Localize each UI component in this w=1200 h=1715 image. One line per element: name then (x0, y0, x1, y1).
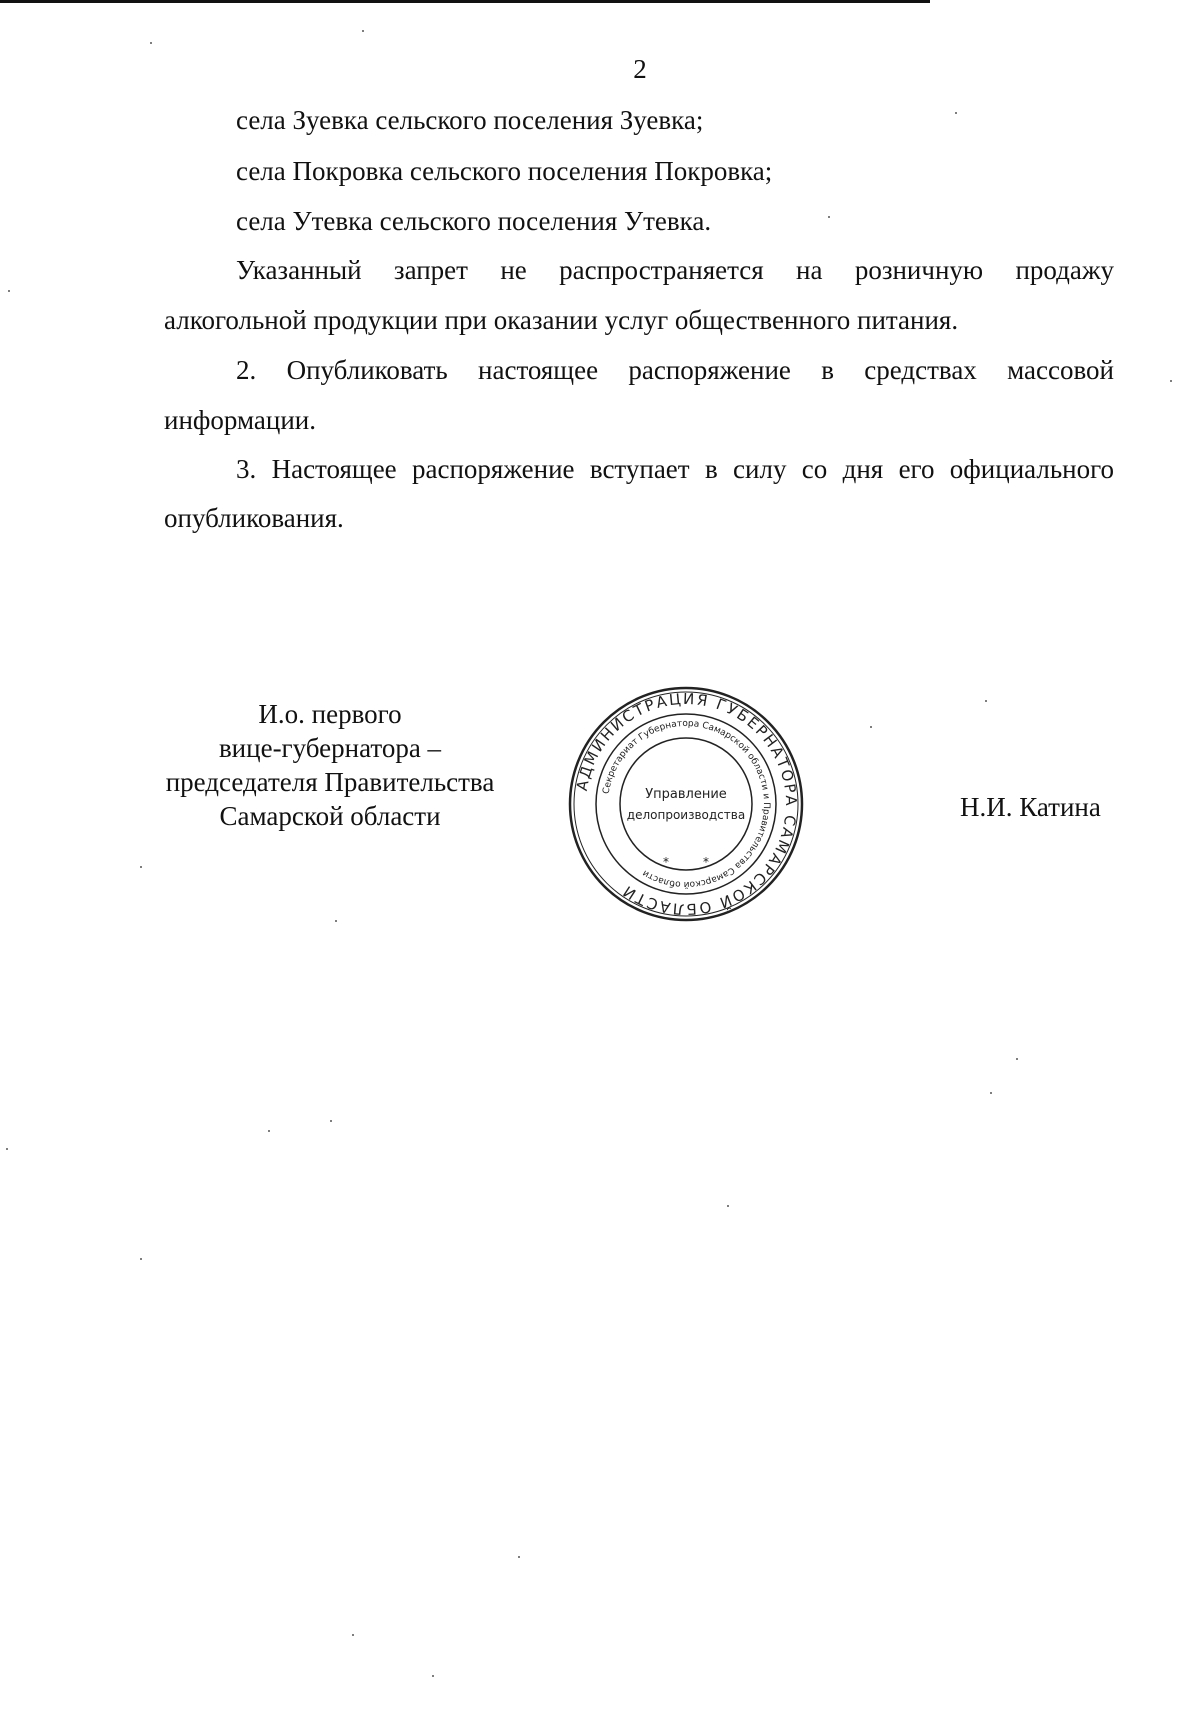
official-stamp (566, 684, 806, 924)
scan-speck (6, 1148, 8, 1150)
signatory-name: Н.И. Катина (960, 792, 1101, 822)
top-scan-edge (0, 0, 930, 3)
scan-speck (955, 112, 957, 114)
scan-speck (985, 700, 987, 702)
scan-speck (150, 42, 152, 44)
stamp-center-line-2: делопроизводства (626, 808, 746, 822)
village-line-3: села Утевка сельского поселения Утевка. (236, 206, 712, 236)
scan-speck (268, 1130, 270, 1132)
item2-line-1: 2. Опубликовать настоящее распоряжение в средствах массовой (236, 355, 1114, 385)
signatory-title-line-4: Самарской области (219, 801, 441, 831)
scan-speck (140, 866, 142, 868)
exception-line-2: алкогольной продукции при оказании услуг общественного питания. (164, 305, 959, 335)
scan-speck (1016, 1058, 1018, 1060)
scan-speck (727, 1205, 729, 1207)
scan-speck (352, 1634, 354, 1636)
page-number: 2 (633, 54, 647, 84)
scan-speck (828, 216, 830, 218)
scan-speck (1170, 380, 1172, 382)
signatory-title-line-2: вице-губернатора – (218, 733, 442, 763)
scan-speck (432, 1675, 434, 1677)
stamp-center-line-1: Управление (645, 787, 727, 802)
stamp-star-icon: * (703, 855, 709, 869)
item2-line-2: информации. (164, 405, 316, 435)
stamp-inner-text: Секретариат Губернатора Самарской области и Правительства Самарской области (601, 718, 772, 890)
stamp-outer-text: АДМИНИСТРАЦИЯ ГУБЕРНАТОРА САМАРСКОЙ ОБЛАСТИ (572, 689, 801, 919)
village-line-1: села Зуевка сельского поселения Зуевка; (236, 105, 704, 135)
scan-speck (140, 1258, 142, 1260)
scan-speck (330, 1120, 332, 1122)
item3-line-2: опубликования. (164, 503, 344, 533)
signatory-title-line-3: председателя Правительства (165, 767, 495, 797)
scan-speck (335, 920, 337, 922)
stamp-inner-ring (620, 738, 752, 870)
item3-line-1: 3. Настоящее распоряжение вступает в силу со дня его официального (236, 454, 1114, 484)
scan-speck (362, 30, 364, 32)
scan-speck (990, 1092, 992, 1094)
signatory-title-line-1: И.о. первого (258, 699, 402, 729)
exception-line-1: Указанный запрет не распространяется на розничную продажу (236, 255, 1114, 285)
stamp-middle-ring (596, 714, 776, 894)
scan-speck (518, 1556, 520, 1558)
village-line-2: села Покровка сельского поселения Покровка; (236, 156, 773, 186)
scan-speck (8, 290, 10, 292)
signatory-title (150, 697, 510, 833)
stamp-star-icon: * (663, 855, 669, 869)
scan-speck (870, 726, 872, 728)
